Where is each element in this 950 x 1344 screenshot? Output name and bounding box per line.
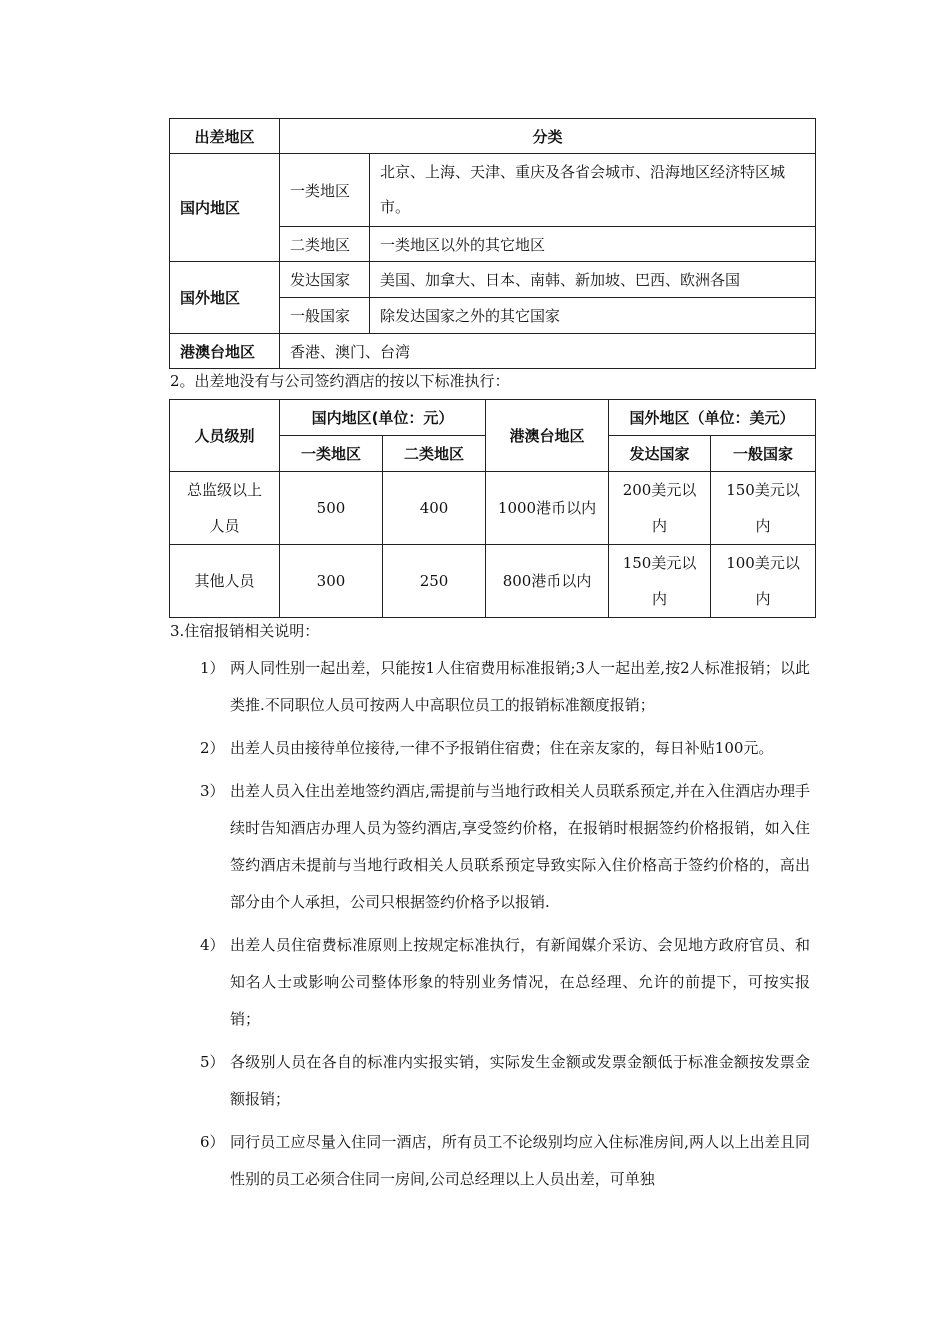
list-text: 出差人员住宿费标准原则上按规定标准执行，有新闻媒介采访、会见地方政府官员、和知名人士或影响公司整体形象的特别业务情况，在总经理、允许的前提下，可按实报销；	[230, 936, 810, 1028]
header-region: 出差地区	[170, 119, 280, 154]
list-text: 各级别人员在各自的标准内实报实销，实际发生金额或发票金额低于标准金额按发票金额报销；	[230, 1053, 810, 1108]
class1-name: 一类地区	[280, 154, 370, 227]
header-foreign: 国外地区（单位：美元）	[609, 400, 816, 436]
header-general: 一般国家	[711, 436, 816, 472]
list-number: 3）	[200, 782, 225, 800]
header-domestic: 国内地区(单位：元）	[280, 400, 486, 436]
list-text: 出差人员入住出差地签约酒店,需提前与当地行政相关人员联系预定,并在入住酒店办理手续时告知酒店办理人员为签约酒店,享受签约价格，在报销时根据签约价格报销，如入住签约酒店未提前与当地行政相关人员联系预定导致实际入住价格高于签约价格的，高出部分由个人承担，公司只根据签约价格予以报销.	[230, 782, 810, 911]
header-class2: 二类地区	[383, 436, 486, 472]
hmt-label: 港澳台地区	[170, 334, 280, 369]
list-item	[200, 650, 810, 724]
table-row	[170, 545, 816, 618]
general-desc: 除发达国家之外的其它国家	[370, 298, 816, 334]
developed-name: 发达国家	[280, 262, 370, 298]
domestic-label: 国内地区	[170, 154, 280, 262]
row-general: 150美元以内	[711, 472, 816, 545]
row-hmt: 800港币以内	[486, 545, 609, 618]
row-developed: 150美元以内	[609, 545, 711, 618]
row-level: 其他人员	[170, 545, 280, 618]
list-number: 6）	[200, 1133, 225, 1151]
row-class2: 400	[383, 472, 486, 545]
row-level: 总监级以上人员	[170, 472, 280, 545]
list-text: 出差人员由接待单位接待,一律不予报销住宿费；住在亲友家的，每日补贴100元。	[230, 739, 774, 757]
row-developed: 200美元以内	[609, 472, 711, 545]
list-text: 同行员工应尽量入住同一酒店，所有员工不论级别均应入住标准房间,两人以上出差且同性别的员工必须合住同一房间,公司总经理以上人员出差，可单独	[230, 1133, 810, 1188]
general-name: 一般国家	[280, 298, 370, 334]
header-developed: 发达国家	[609, 436, 711, 472]
list-number: 5）	[200, 1053, 225, 1071]
class1-desc: 北京、上海、天津、重庆及各省会城市、沿海地区经济特区城市。	[370, 154, 816, 227]
list-number: 4）	[200, 936, 225, 954]
row-class1: 300	[280, 545, 383, 618]
region-classification-table	[169, 118, 816, 369]
list-item	[200, 730, 810, 767]
list-item	[200, 1044, 810, 1118]
header-category: 分类	[280, 119, 816, 154]
section-2-intro: 2。出差地没有与公司签约酒店的按以下标准执行：	[170, 372, 510, 390]
hmt-desc: 香港、澳门、台湾	[280, 334, 816, 369]
header-level: 人员级别	[170, 400, 280, 472]
section-3-heading: 3.住宿报销相关说明：	[170, 622, 320, 640]
table-row	[170, 472, 816, 545]
list-item	[200, 773, 810, 921]
header-hmt: 港澳台地区	[486, 400, 609, 472]
row-class1: 500	[280, 472, 383, 545]
header-class1: 一类地区	[280, 436, 383, 472]
row-hmt: 1000港币以内	[486, 472, 609, 545]
list-number: 1）	[200, 659, 225, 677]
list-item	[200, 927, 810, 1038]
developed-desc: 美国、加拿大、日本、南韩、新加坡、巴西、欧洲各国	[370, 262, 816, 298]
foreign-label: 国外地区	[170, 262, 280, 334]
list-text: 两人同性别一起出差，只能按1人住宿费用标准报销;3人一起出差,按2人标准报销；以此类推.不同职位人员可按两人中高职位员工的报销标准额度报销；	[230, 659, 810, 714]
class2-name: 二类地区	[280, 227, 370, 262]
accommodation-standard-table	[169, 399, 816, 618]
row-class2: 250	[383, 545, 486, 618]
class2-desc: 一类地区以外的其它地区	[370, 227, 816, 262]
list-number: 2）	[200, 739, 225, 757]
list-item	[200, 1124, 810, 1198]
reimbursement-rules-list	[200, 650, 810, 1204]
row-general: 100美元以内	[711, 545, 816, 618]
